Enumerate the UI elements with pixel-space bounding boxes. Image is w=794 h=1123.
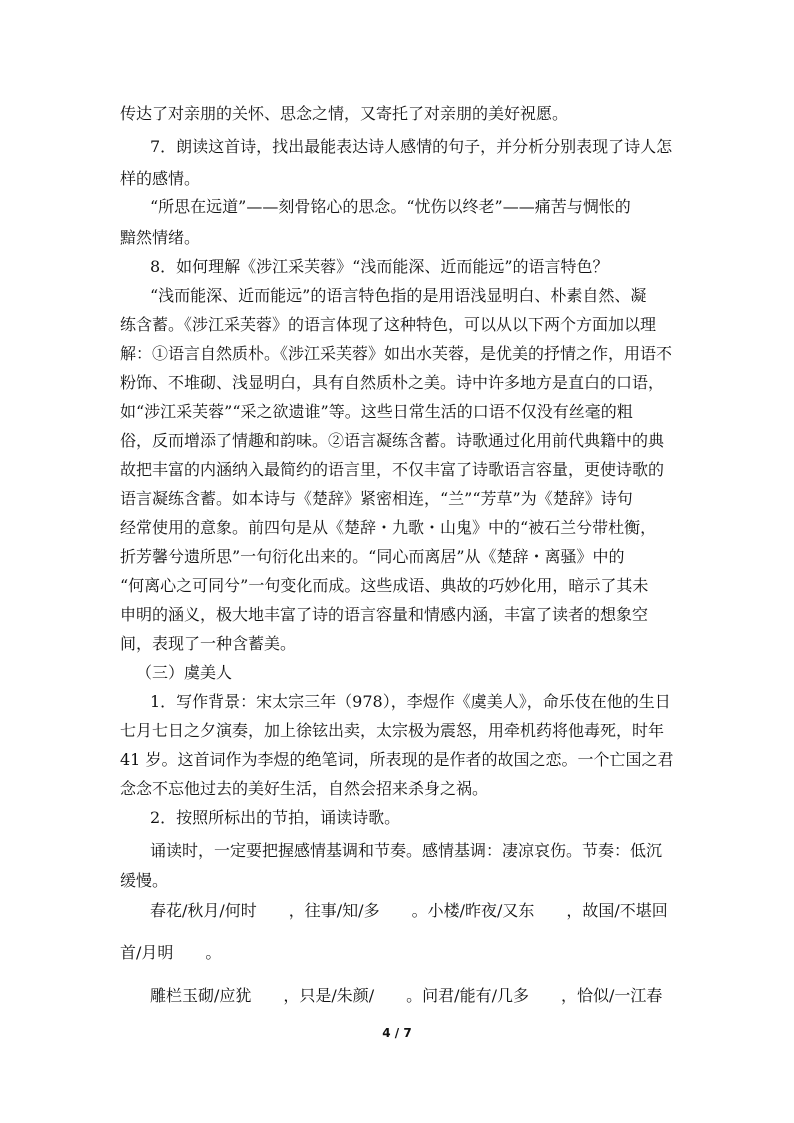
- text-line: 诵读时，一定要把握感情基调和节奏。感情基调：凄凉哀伤。节奏：低沉: [150, 841, 663, 860]
- poem-line: 春花/秋月/何时 ，往事/知/多 。小楼/昨夜/又东 ，故国/不堪回: [150, 901, 668, 920]
- text-line: 解：①语言自然质朴。《涉江采芙蓉》如出水芙蓉，是优美的抒情之作，用语不: [120, 344, 673, 363]
- text-line: “何离心之可同兮”一句变化而成。这些成语、典故的巧妙化用，暗示了其未: [120, 576, 649, 595]
- text-line: 故把丰富的内涵纳入最简约的语言里，不仅丰富了诗歌语言容量，更使诗歌的: [120, 460, 665, 479]
- answer-8: “浅而能深、近而能远”的语言特色指的是用语浅显明白、朴素自然、凝: [150, 286, 647, 305]
- poem-line: 雕栏玉砌/应犹 ，只是/朱颜/ 。问君/能有/几多 ，恰似/一江春: [150, 986, 663, 1005]
- text-line: 样的感情。: [120, 169, 201, 188]
- text-line: 经常使用的意象。前四句是从《楚辞・九歌・山鬼》中的“被石兰兮带杜衡，: [120, 518, 657, 537]
- page-number: 4 / 7: [382, 1026, 412, 1040]
- text-line: 缓慢。: [120, 871, 169, 890]
- question-7: 7．朗读这首诗，找出最能表达诗人感情的句子，并分析分别表现了诗人怎: [150, 137, 673, 156]
- text-line: 黯然情绪。: [120, 228, 201, 247]
- text-line: 41 岁。这首词作为李煜的绝笔词，所表现的是作者的故国之恋。一个亡国之君: [120, 750, 674, 769]
- item-1-background: 1．写作背景：宋太宗三年（978），李煜作《虞美人》，命乐伎在他的生日: [150, 692, 671, 711]
- item-2-reading: 2．按照所标出的节拍，诵读诗歌。: [150, 808, 401, 827]
- poem-line: 首/月明 。: [120, 943, 222, 962]
- answer-7: “所思在远道”——刻骨铭心的思念。“忧伤以终老”——痛苦与惆怅的: [150, 197, 631, 216]
- text-line: 念念不忘他过去的美好生活，自然会招来杀身之祸。: [120, 779, 489, 798]
- text-line: 间，表现了一种含蓄美。: [120, 634, 297, 653]
- text-line: 传达了对亲朋的关怀、思念之情，又寄托了对亲朋的美好祝愿。: [120, 104, 569, 123]
- text-line: 练含蓄。《涉江采芙蓉》的语言体现了这种特色，可以从以下两个方面加以理: [120, 315, 657, 334]
- section-heading: （三）虞美人: [136, 663, 233, 682]
- text-line: 粉饰、不堆砌、浅显明白，具有自然质朴之美。诗中许多地方是直白的口语，: [120, 373, 665, 392]
- text-line: 语言凝练含蓄。如本诗与《楚辞》紧密相连，“兰”“芳草”为《楚辞》诗句: [120, 489, 633, 508]
- text-line: 折芳馨兮遗所思”一句衍化出来的。“同心而离居”从《楚辞・离骚》中的: [120, 547, 625, 566]
- text-line: 俗，反而增添了情趣和韵味。②语言凝练含蓄。诗歌通过化用前代典籍中的典: [120, 431, 665, 450]
- text-line: 七月七日之夕演奏，加上徐铉出卖，太宗极为震怒，用牵机药将他毒死，时年: [120, 721, 665, 740]
- text-line: 申明的涵义，极大地丰富了诗的语言容量和情感内涵，丰富了读者的想象空: [120, 605, 649, 624]
- text-line: 如“涉江采芙蓉”“采之欲遗谁”等。这些日常生活的口语不仅没有丝毫的粗: [120, 402, 633, 421]
- question-8: 8．如何理解《涉江采芙蓉》“浅而能深、近而能远”的语言特色？: [150, 257, 609, 276]
